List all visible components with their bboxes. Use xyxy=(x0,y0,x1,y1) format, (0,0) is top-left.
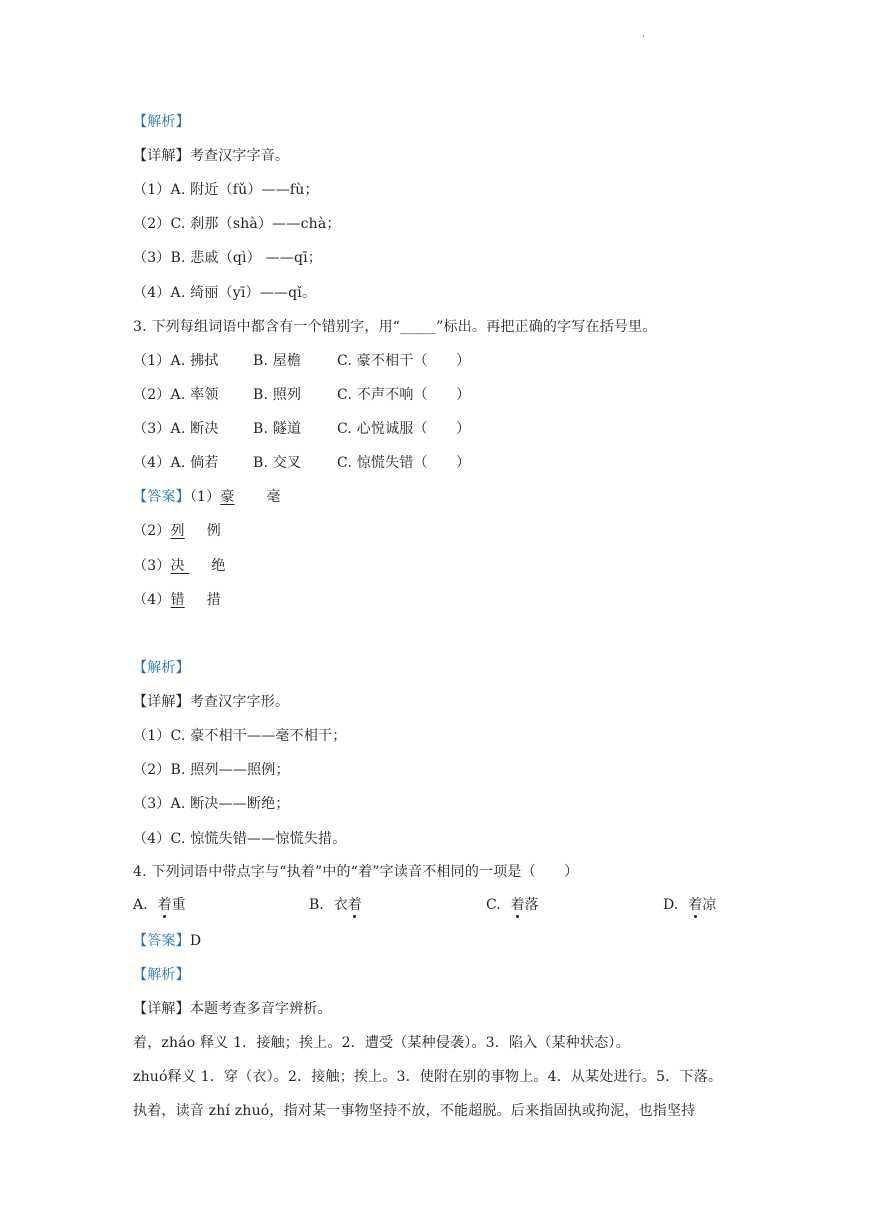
explanation-line-2: zhuó释义 1．穿（衣）。2．接触；挨上。3．使附在别的事物上。4．从某处进行。5．下落。 xyxy=(133,1069,723,1085)
option-letter: A. xyxy=(133,897,148,913)
detail-line xyxy=(133,692,289,712)
answer-label: 【答案】 xyxy=(133,933,190,949)
answer-number: （2） xyxy=(133,523,171,539)
analysis-label: 【解析】 xyxy=(133,114,190,130)
option-d xyxy=(663,895,716,915)
option-letter: C. xyxy=(486,897,501,913)
dotted-char: 着 xyxy=(347,897,362,913)
glyph-detail-1: （1）C. 豪不相干——毫不相干； xyxy=(133,728,347,744)
row-option-c: C. 豪不相干（ ） xyxy=(337,353,471,369)
explanation-line-3: 执着，读音 zhí zhuó，指对某一事物坚持不放，不能超脱。后来指固执或拘泥，也指坚持 xyxy=(133,1103,696,1119)
row-option-a: （4）A. 倘若 xyxy=(133,455,219,471)
wrong-char: 豪 xyxy=(220,489,235,505)
detail-label: 【详解】 xyxy=(133,1001,190,1017)
pinyin-item-4: （4）A. 绮丽（yī）——qǐ。 xyxy=(133,285,317,301)
glyph-detail-3: （3）A. 断决——断绝； xyxy=(133,796,290,812)
wrong-char: 错 xyxy=(170,592,185,608)
glyph-detail-2: （2）B. 照列——照例； xyxy=(133,762,290,778)
detail-line xyxy=(133,999,332,1019)
question-4-prompt: 4. 下列词语中带点字与“执着”中的“着”字读音不相同的一项是（ ） xyxy=(133,864,579,880)
wrong-char: 决 xyxy=(170,558,190,574)
answer-number: （3） xyxy=(133,558,171,574)
option-text: 重 xyxy=(171,897,186,913)
option-text: 落 xyxy=(524,897,539,913)
row-option-c: C. 心悦诚服（ ） xyxy=(337,421,471,437)
analysis-label: 【解析】 xyxy=(133,660,190,676)
detail-text: 考查汉字字音。 xyxy=(189,148,290,164)
correct-char: 绝 xyxy=(211,558,226,574)
question-3-row-2 xyxy=(133,385,470,405)
option-b xyxy=(309,895,362,915)
dotted-char: 着 xyxy=(510,897,525,913)
row-option-a: （3）A. 断决 xyxy=(133,421,219,437)
answer-number: （1） xyxy=(189,489,221,505)
analysis-label: 【解析】 xyxy=(133,967,190,983)
row-option-b: B. 屋檐 xyxy=(253,353,302,369)
row-option-b: B. 照列 xyxy=(253,387,302,403)
detail-text: 本题考查多音字辨析。 xyxy=(189,1001,332,1017)
dotted-char: 着 xyxy=(157,897,172,913)
answer-line xyxy=(133,931,201,951)
detail-label: 【详解】 xyxy=(133,694,190,710)
pinyin-item-2: （2）C. 刹那（shà）——chà； xyxy=(133,216,341,232)
detail-line xyxy=(133,146,289,166)
option-letter: D. xyxy=(663,897,679,913)
row-option-a: （2）A. 率领 xyxy=(133,387,219,403)
answer-value: D xyxy=(189,933,202,949)
question-3-row-4 xyxy=(133,453,470,473)
correct-char: 措 xyxy=(206,592,221,608)
corner-mark: · xyxy=(642,32,646,43)
correct-char: 例 xyxy=(206,523,221,539)
answer-row-2 xyxy=(133,521,221,541)
option-text: 凉 xyxy=(702,897,717,913)
row-option-c: C. 不声不响（ ） xyxy=(337,387,471,403)
option-letter: B. xyxy=(309,897,324,913)
option-c xyxy=(486,895,539,915)
dotted-char: 着 xyxy=(688,897,703,913)
detail-label: 【详解】 xyxy=(133,148,190,164)
question-3-row-1 xyxy=(133,351,470,371)
glyph-detail-4: （4）C. 惊慌失错——惊慌失措。 xyxy=(133,831,347,847)
row-option-b: B. 隧道 xyxy=(253,421,302,437)
explanation-line-1: 着，zháo 释义 1．接触；挨上。2．遭受（某种侵袭）。3．陷入（某种状态）。 xyxy=(133,1035,630,1051)
answer-row-4 xyxy=(133,590,221,610)
row-option-b: B. 交叉 xyxy=(253,455,302,471)
row-option-c: C. 惊慌失错（ ） xyxy=(337,455,471,471)
correct-char: 毫 xyxy=(266,489,281,505)
row-option-a: （1）A. 拂拭 xyxy=(133,353,219,369)
answer-label: 【答案】 xyxy=(133,489,190,505)
question-3-row-3 xyxy=(133,419,470,439)
answer-number: （4） xyxy=(133,592,171,608)
question-3-prompt: 3. 下列每组词语中都含有一个错别字，用“_____”标出。再把正确的字写在括号里。 xyxy=(133,319,657,335)
answer-row-1 xyxy=(133,487,281,507)
pinyin-item-3: （3）B. 悲戚（qì） ——qī； xyxy=(133,250,323,266)
answer-row-3 xyxy=(133,556,226,576)
option-a xyxy=(133,895,186,915)
detail-text: 考查汉字字形。 xyxy=(189,694,290,710)
option-text: 衣 xyxy=(333,897,348,913)
pinyin-item-1: （1）A. 附近（fǔ）——fù； xyxy=(133,182,319,198)
wrong-char: 列 xyxy=(170,523,185,539)
